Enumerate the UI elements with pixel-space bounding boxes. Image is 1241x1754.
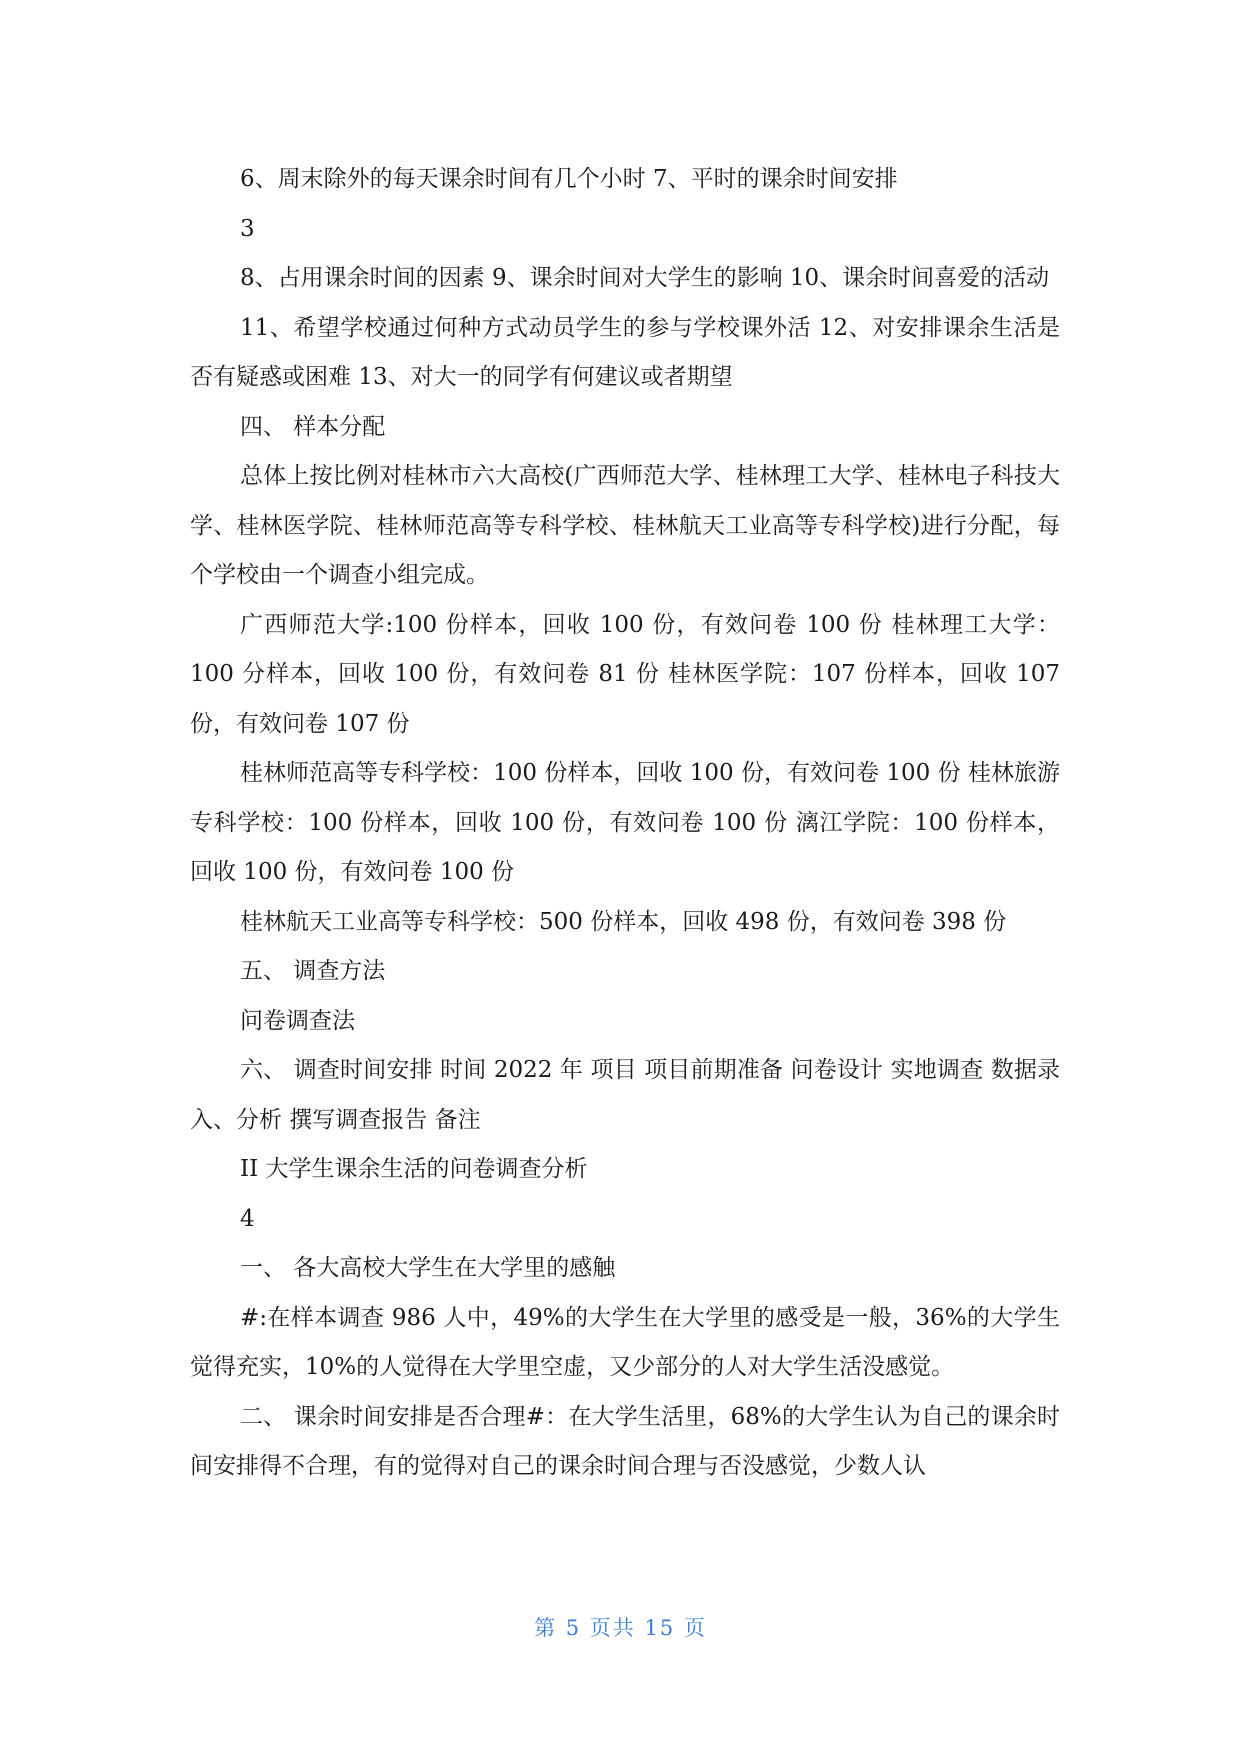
chapter-heading: II 大学生课余生活的问卷调查分析 bbox=[240, 1156, 588, 1182]
paragraph: 六、 调查时间安排 时间 2022 年 项目 项目前期准备 问卷设计 实地调查 数据录入、分析 撰写调查报告 备注 bbox=[190, 1057, 1060, 1133]
page-footer: 第 5 页共 15 页 bbox=[534, 1616, 707, 1640]
paragraph: 总体上按比例对桂林市六大高校(广西师范大学、桂林理工大学、桂林电子科技大学、桂林医学院、桂林师范高等专科学校、桂林航天工业高等专科学校)进行分配，每个学校由一个调查小组完成。 bbox=[190, 463, 1060, 588]
paragraph: 桂林航天工业高等专科学校：500 份样本，回收 498 份，有效问卷 398 份 bbox=[240, 908, 1007, 935]
page-number-marker: 3 bbox=[240, 215, 255, 242]
paragraph: 广西师范大学:100 份样本，回收 100 份，有效问卷 100 份 桂林理工大学：100 分样本，回收 100 份，有效问卷 81 份 桂林医学院：107 份样本，回收 107 份，有效问卷 107 份 bbox=[190, 611, 1060, 737]
paragraph: 6、周末除外的每天课余时间有几个小时 7、平时的课余时间安排 bbox=[240, 166, 898, 192]
page-number-marker: 4 bbox=[240, 1205, 255, 1232]
section-heading: 一、 各大高校大学生在大学里的感触 bbox=[240, 1255, 616, 1281]
paragraph: 11、希望学校通过何种方式动员学生的参与学校课外活 12、对安排课余生活是否有疑惑或困难 13、对大一的同学有何建议或者期望 bbox=[190, 314, 1060, 390]
section-heading: 五、 调查方法 bbox=[240, 958, 386, 984]
paragraph: 二、 课余时间安排是否合理#：在大学生活里，68%的大学生认为自己的课余时间安排得不合理，有的觉得对自己的课余时间合理与否没感觉，少数人认 bbox=[190, 1403, 1060, 1479]
paragraph: 桂林师范高等专科学校：100 份样本，回收 100 份，有效问卷 100 份 桂林旅游专科学校：100 份样本，回收 100 份，有效问卷 100 份 漓江学院：100 份样本，回收 100 份，有效问卷 100 份 bbox=[190, 760, 1060, 885]
document-body bbox=[190, 155, 1060, 1492]
section-heading: 四、 样本分配 bbox=[240, 413, 386, 440]
paragraph: #:在样本调查 986 人中，49%的大学生在大学里的感受是一般，36%的大学生觉得充实，10%的人觉得在大学里空虚，又少部分的人对大学生活没感觉。 bbox=[190, 1304, 1060, 1380]
paragraph: 8、占用课余时间的因素 9、课余时间对大学生的影响 10、课余时间喜爱的活动 bbox=[240, 265, 1050, 291]
paragraph: 问卷调查法 bbox=[240, 1007, 355, 1034]
